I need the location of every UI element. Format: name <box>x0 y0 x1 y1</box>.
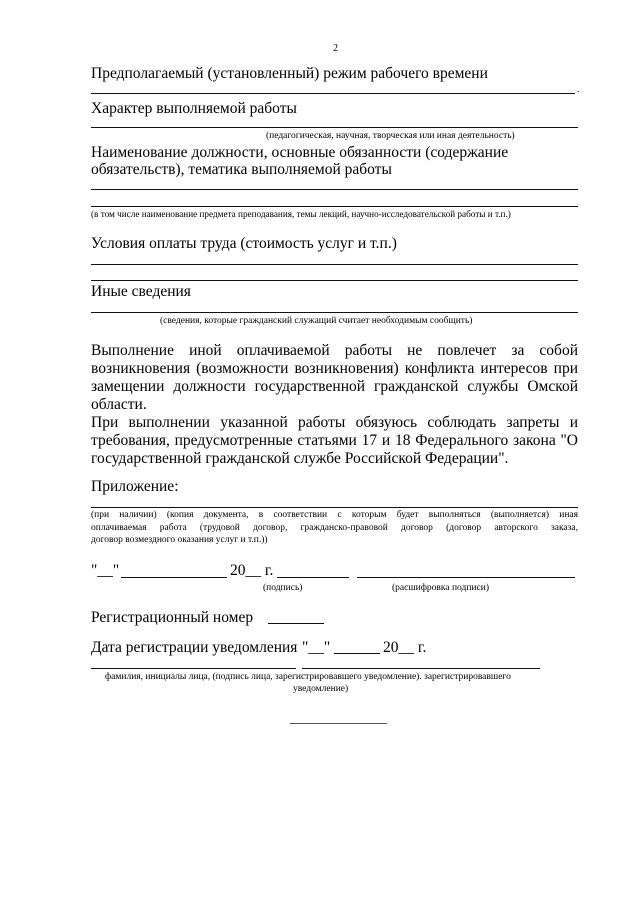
signature-sign-line[interactable] <box>277 577 349 578</box>
registrar-name-line[interactable] <box>91 668 296 669</box>
page-number: 2 <box>333 43 338 54</box>
position-line-1[interactable] <box>91 189 578 190</box>
statement-p2-line3: государственной гражданской службе Российской Федерации". <box>91 450 509 467</box>
signature-decode-hint: (расшифровка подписи) <box>392 583 489 593</box>
registration-number-label: Регистрационный номер <box>91 609 254 626</box>
position-label-line2: обязательств), тематика выполняемой работы <box>91 161 392 178</box>
statement-p1-line2: возникновения (возможности возникновения) конфликта интересов при <box>91 360 578 377</box>
closing-separator <box>290 723 387 724</box>
registration-date-day-quote: "__" <box>302 639 331 656</box>
work-schedule-label: Предполагаемый (установленный) режим рабочего времени <box>91 65 488 82</box>
registration-date-label: Дата регистрации уведомления <box>91 639 298 656</box>
payment-line-2[interactable] <box>91 280 578 281</box>
registration-number-line[interactable] <box>268 623 324 624</box>
registrar-hint-line2: уведомление) <box>293 684 349 694</box>
signature-decode-line[interactable] <box>357 577 575 578</box>
payment-line-1[interactable] <box>91 264 578 265</box>
signature-sign-hint: (подпись) <box>263 583 303 593</box>
registrar-sign-line[interactable] <box>302 668 540 669</box>
attachment-hint-line1: (при наличии) (копия документа, в соответствии с которым будет выполняться (выполняется) иная <box>91 510 578 520</box>
position-line-2[interactable] <box>91 206 578 207</box>
registration-date-year: 20__ г. <box>383 639 427 656</box>
attachment-hint-line3: договор возмездного оказания услуг и т.п.)) <box>91 535 268 545</box>
statement-block <box>91 342 578 468</box>
attachment-hint-line2: оплачиваемая работа (трудовой договор, гражданско-правовой договор (договор авторского заказа, <box>91 522 578 533</box>
work-nature-label: Характер выполняемой работы <box>91 100 297 117</box>
position-hint: (в том числе наименование предмета преподавания, темы лекций, научно-исследовательской работы и т.п.) <box>91 209 511 219</box>
attachment-label: Приложение: <box>91 478 179 495</box>
work-schedule-end-mark: . <box>577 85 580 95</box>
statement-p2-line1: При выполнении указанной работы обязуюсь соблюдать запреты и <box>91 414 578 431</box>
attachment-line[interactable] <box>91 507 578 508</box>
other-info-hint: (сведения, которые гражданский служащий считает необходимым сообщить) <box>160 316 473 326</box>
position-label-line1: Наименование должности, основные обязанности (содержание <box>91 144 509 161</box>
other-info-label: Иные сведения <box>91 283 191 300</box>
statement-p1-line1: Выполнение иной оплачиваемой работы не повлечет за собой <box>91 342 578 359</box>
work-nature-line[interactable] <box>91 127 578 128</box>
signature-year: 20__ г. <box>230 562 274 579</box>
statement-p1-line3: замещении должности государственной гражданской службы Омской <box>91 378 578 395</box>
work-schedule-line[interactable] <box>91 93 575 94</box>
statement-p2-line2: требования, предусмотренные статьями 17 и 18 Федерального закона "О <box>91 432 578 449</box>
statement-p1-line4: области. <box>91 396 147 413</box>
other-info-line[interactable] <box>91 312 578 313</box>
registrar-hint-line1: фамилия, инициалы лица, (подпись лица, зарегистрировавшего уведомление). зарегистрировавшего <box>105 672 511 682</box>
registration-date-month-line[interactable] <box>334 653 380 654</box>
work-nature-hint: (педагогическая, научная, творческая или иная деятельность) <box>266 131 515 141</box>
attachment-hint <box>91 509 578 547</box>
signature-month-line[interactable] <box>121 577 227 578</box>
payment-label: Условия оплаты труда (стоимость услуг и т.п.) <box>91 235 397 252</box>
signature-day-quote: "__" <box>91 562 120 579</box>
